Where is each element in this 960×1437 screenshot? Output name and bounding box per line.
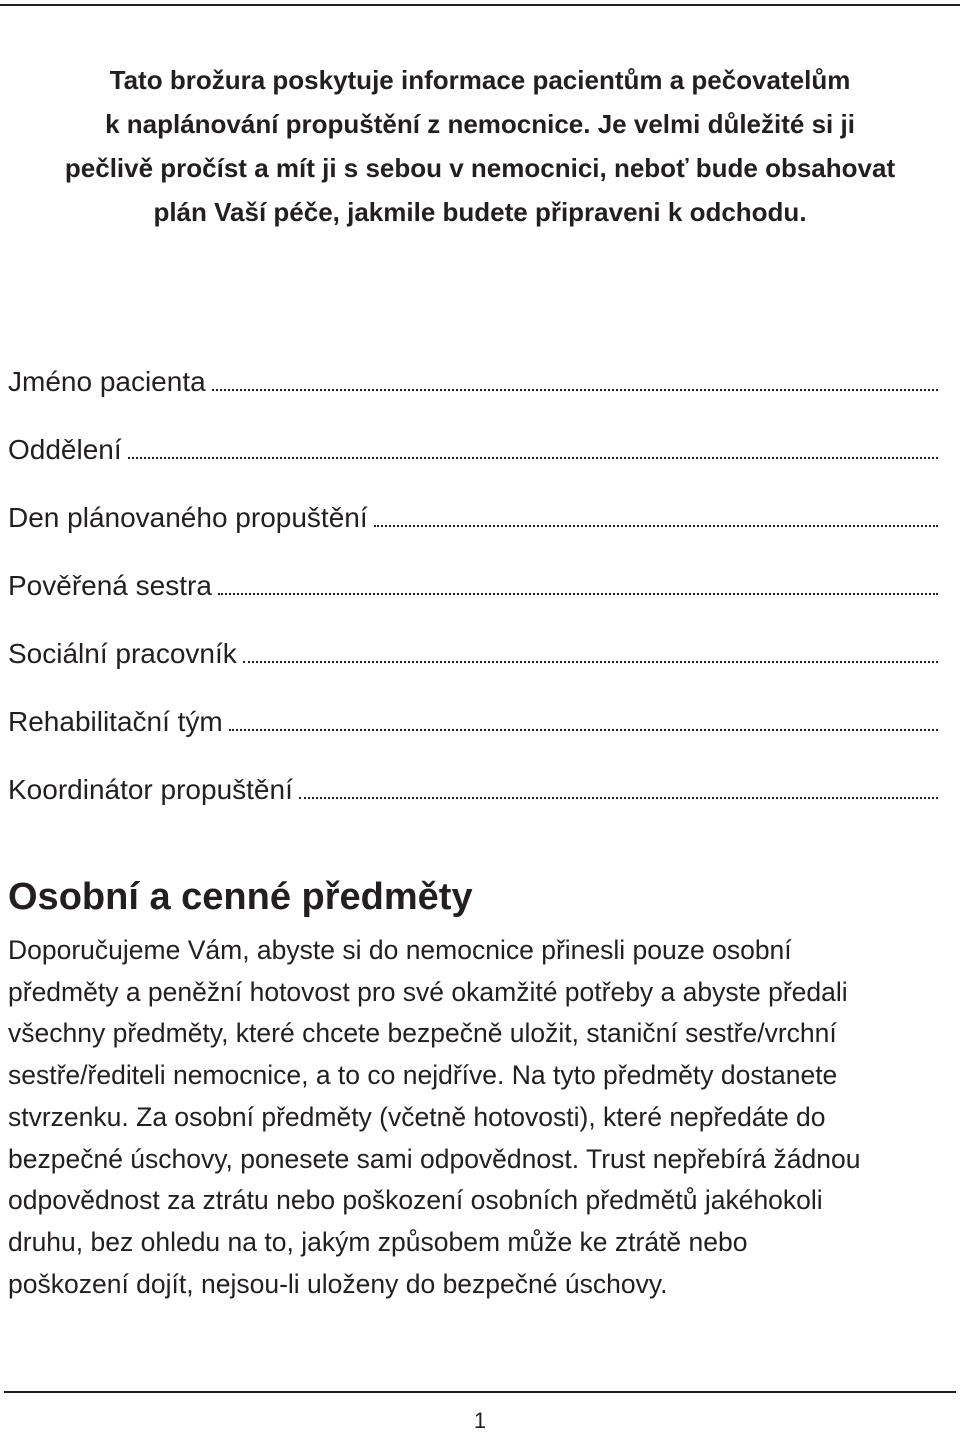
field-social-worker	[8, 606, 938, 674]
field-label: Oddělení	[8, 434, 122, 465]
fill-line	[299, 796, 938, 799]
field-label: Den plánovaného propuštění	[8, 502, 368, 533]
field-department	[8, 402, 938, 470]
paragraph-line: předměty a peněžní hotovost pro své okamžité potřeby a abyste předali	[8, 976, 848, 1007]
field-patient-name	[8, 334, 938, 402]
fill-line	[218, 592, 938, 595]
intro-line: pečlivě pročíst a mít ji s sebou v nemocnici, neboť bude obsahovat	[64, 153, 896, 183]
fill-line	[374, 524, 938, 527]
paragraph-line: stvrzenku. Za osobní předměty (včetně hotovosti), které nepředáte do	[8, 1101, 826, 1132]
patient-form	[8, 334, 938, 810]
section-title: Osobní a cenné předměty	[8, 876, 473, 918]
intro-line: Tato brožura poskytuje informace pacientům a pečovatelům	[109, 65, 851, 95]
field-assigned-nurse	[8, 538, 938, 606]
field-label: Rehabilitační tým	[8, 706, 223, 737]
fill-line	[229, 728, 938, 731]
field-discharge-date	[8, 470, 938, 538]
intro-line: k naplánování propuštění z nemocnice. Je velmi důležité si ji	[105, 109, 855, 139]
paragraph-line: druhu, bez ohledu na to, jakým způsobem může ke ztrátě nebo	[8, 1226, 748, 1257]
paragraph-line: poškození dojít, nejsou-li uloženy do bezpečné úschovy.	[8, 1268, 668, 1299]
field-rehab-team	[8, 674, 938, 742]
intro-line: plán Vaší péče, jakmile budete připraveni k odchodu.	[153, 197, 807, 227]
paragraph-line: odpovědnost za ztrátu nebo poškození osobních předmětů jakéhokoli	[8, 1185, 823, 1216]
top-rule	[0, 4, 960, 6]
fill-line	[212, 388, 938, 391]
field-label: Sociální pracovník	[8, 638, 237, 669]
intro-paragraph	[10, 58, 950, 234]
field-label: Koordinátor propuštění	[8, 774, 293, 805]
paragraph-line: sestře/řediteli nemocnice, a to co nejdříve. Na tyto předměty dostanete	[8, 1060, 838, 1091]
bottom-rule	[4, 1391, 956, 1393]
fill-line	[128, 456, 938, 459]
paragraph-line: Doporučujeme Vám, abyste si do nemocnice přinesli pouze osobní	[8, 935, 792, 965]
section-paragraph	[8, 930, 956, 1305]
field-label: Jméno pacienta	[8, 366, 206, 397]
field-label: Pověřená sestra	[8, 570, 212, 601]
paragraph-line: všechny předměty, které chcete bezpečně uložit, staniční sestře/vrchní	[8, 1018, 837, 1049]
fill-line	[243, 660, 938, 663]
page-number: 1	[473, 1408, 487, 1433]
paragraph-line: bezpečné úschovy, ponesete sami odpovědnost. Trust nepřebírá žádnou	[8, 1143, 861, 1174]
field-discharge-coordinator	[8, 742, 938, 810]
